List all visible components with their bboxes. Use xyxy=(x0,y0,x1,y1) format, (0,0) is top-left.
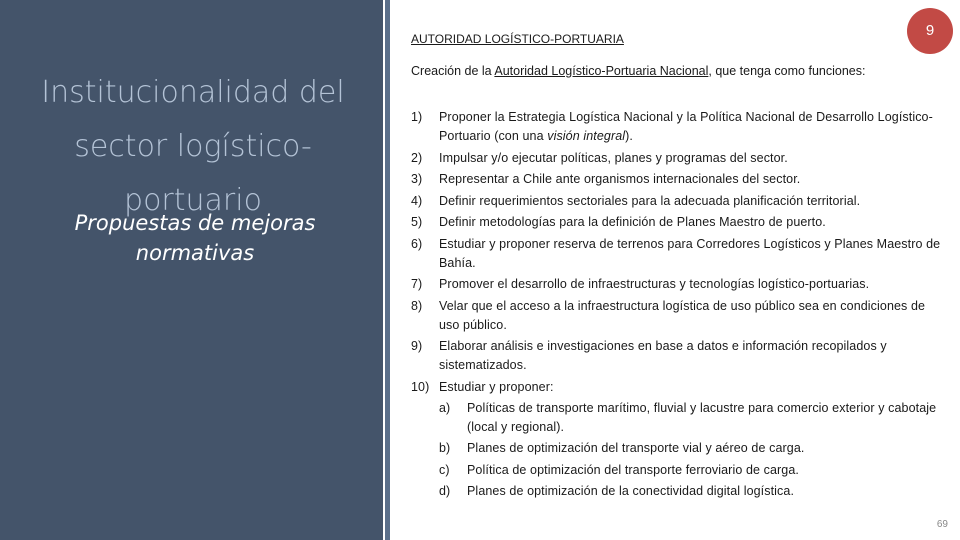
function-text: Proponer la Estrategia Logística Nacional y la Política Nacional de Desarrollo Logístico-Portuario (con una visión integral). xyxy=(439,110,933,143)
function-text: Representar a Chile ante organismos internacionales del sector. xyxy=(439,172,801,186)
function-text: Estudiar y proponer: a) Políticas de transporte marítimo, fluvial y lacustre para comercio exterior y cabotaje (local y regional). b) Planes de optimización del transporte vial y aéreo de carga. c) Política de optimización del transporte ferroviario de carga. d) Planes de optimización de la conectividad digital logística. xyxy=(439,378,946,504)
function-number: 3) xyxy=(411,172,423,186)
function-number: 7) xyxy=(411,277,423,291)
function-number: 8) xyxy=(411,298,423,313)
sub-item-letter: a) xyxy=(439,400,451,415)
function-number: 10) xyxy=(411,379,430,394)
sub-item-text: Planes de optimización del transporte vial y aéreo de carga. xyxy=(467,441,805,455)
emphasis-text: visión integral xyxy=(547,129,626,143)
vertical-accent-divider xyxy=(385,0,390,540)
function-text: Impulsar y/o ejecutar políticas, planes y programas del sector. xyxy=(439,150,788,165)
sub-item-letter: d) xyxy=(439,484,451,498)
functions-list xyxy=(411,108,946,506)
sub-item-text: Planes de optimización de la conectividad digital logística. xyxy=(467,484,795,498)
function-number: 9) xyxy=(411,339,423,353)
function-item xyxy=(411,149,946,168)
function-number: 1) xyxy=(411,110,423,124)
function-text: Elaborar análisis e investigaciones en base a datos e información recopilados y sistematizados. xyxy=(439,339,887,372)
slide-subtitle: Propuestas de mejoras normativas xyxy=(74,211,316,265)
sub-item xyxy=(439,482,946,501)
intro-suffix: , que tenga como funciones: xyxy=(708,64,866,78)
sub-items-list xyxy=(439,399,946,502)
sub-item-text: Política de optimización del transporte ferroviario de carga. xyxy=(467,462,799,477)
sub-item-text: Políticas de transporte marítimo, fluvial y lacustre para comercio exterior y cabotaje (local y regional). xyxy=(467,400,937,434)
intro-authority-name: Autoridad Logístico-Portuaria Nacional xyxy=(494,64,709,78)
function-text: Promover el desarrollo de infraestructuras y tecnologías logístico-portuarias. xyxy=(439,277,870,291)
slide-number: 69 xyxy=(936,519,948,530)
function-item xyxy=(411,170,946,189)
function-number: 4) xyxy=(411,193,423,208)
function-number: 2) xyxy=(411,150,423,165)
sub-item-letter: b) xyxy=(439,441,451,455)
section-heading: AUTORIDAD LOGÍSTICO-PORTUARIA xyxy=(411,32,624,46)
sub-item-letter: c) xyxy=(439,462,450,477)
sub-item xyxy=(439,439,946,458)
sub-item xyxy=(439,461,946,480)
function-item xyxy=(411,108,946,146)
function-item xyxy=(411,235,946,273)
intro-prefix: Creación de la xyxy=(411,64,495,78)
function-text: Velar que el acceso a la infraestructura logística de uso público sea en condiciones de uso público. xyxy=(439,298,926,332)
function-item xyxy=(411,213,946,232)
function-item xyxy=(411,337,946,375)
slide-title: Institucionalidad del sector logístico-portuario xyxy=(41,75,345,218)
function-text: Definir metodologías para la definición de Planes Maestro de puerto. xyxy=(439,215,826,229)
left-title-panel xyxy=(0,0,383,540)
function-number: 5) xyxy=(411,215,423,229)
section-number-badge: 9 xyxy=(907,8,953,54)
function-item xyxy=(411,378,946,504)
function-item xyxy=(411,297,946,335)
function-text: Estudiar y proponer reserva de terrenos para Corredores Logísticos y Planes Maestro de Bahía. xyxy=(439,236,941,270)
function-text: Definir requerimientos sectoriales para la adecuada planificación territorial. xyxy=(439,193,861,208)
function-item xyxy=(411,192,946,211)
function-number: 6) xyxy=(411,236,423,251)
intro-paragraph xyxy=(411,62,911,80)
sub-item xyxy=(439,399,946,437)
function-item xyxy=(411,275,946,294)
